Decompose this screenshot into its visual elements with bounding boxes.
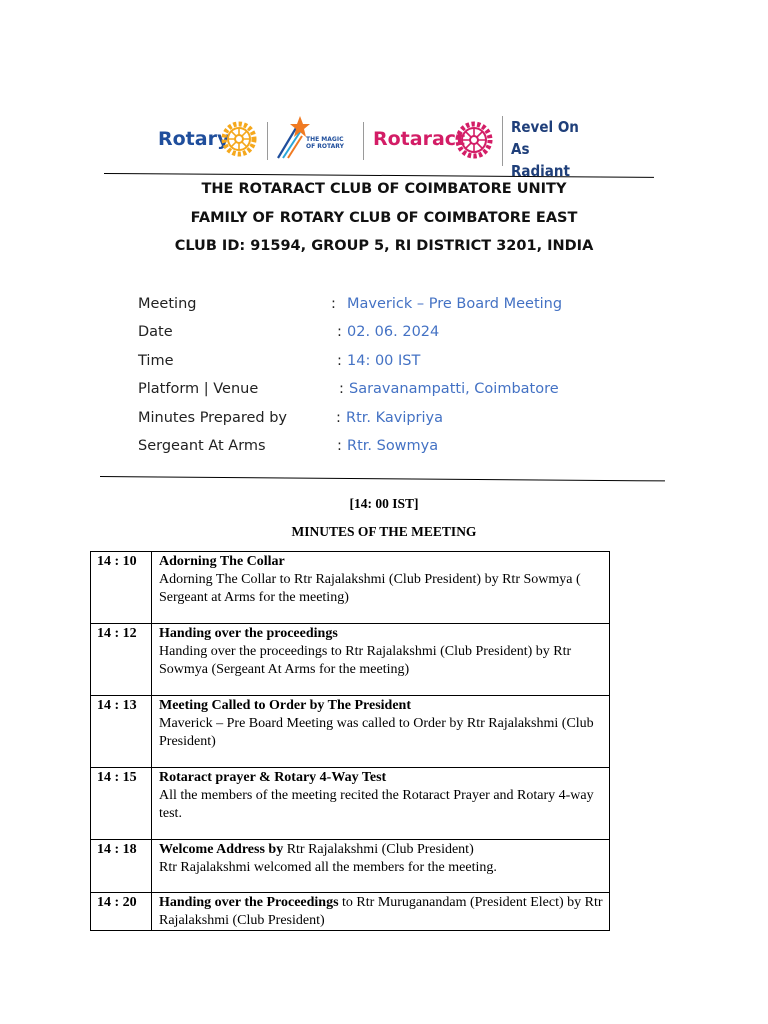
- tagline: [511, 116, 586, 182]
- magic-of-rotary-icon: [274, 114, 310, 162]
- info-colon: :: [337, 438, 342, 454]
- info-label-time: Time: [138, 353, 174, 369]
- tagline-line-1: Revel On: [511, 118, 579, 136]
- row-title: Handing over the proceedings: [159, 626, 338, 641]
- rotaract-wheel-icon: [454, 120, 494, 160]
- info-divider: [100, 476, 665, 481]
- table-row: [91, 840, 610, 893]
- minutes-table: [90, 551, 610, 931]
- row-time: 14 : 10: [91, 552, 152, 624]
- info-label-date: Date: [138, 324, 173, 340]
- row-content: [152, 624, 610, 696]
- row-time: 14 : 12: [91, 624, 152, 696]
- row-title: Rotaract prayer & Rotary 4-Way Test: [159, 770, 387, 785]
- info-colon: :: [337, 324, 342, 340]
- table-row: [91, 624, 610, 696]
- row-title: Handing over the Proceedings: [159, 895, 339, 910]
- logo-divider: [267, 122, 268, 160]
- row-title-suffix: Rtr Rajalakshmi (Club President): [283, 842, 474, 857]
- row-time: 14 : 18: [91, 840, 152, 893]
- info-value-venue: Saravanampatti, Coimbatore: [349, 381, 559, 397]
- info-colon: :: [336, 410, 341, 426]
- logo-banner: [156, 112, 586, 180]
- row-title: Welcome Address by: [159, 842, 284, 857]
- info-label-venue: Platform | Venue: [138, 381, 259, 397]
- logo-divider: [502, 116, 503, 166]
- info-value-minutes-by: Rtr. Kavipriya: [346, 410, 444, 426]
- rotary-logo-text: Rotary: [158, 128, 230, 150]
- table-row: [91, 768, 610, 840]
- row-title-suffix: to Rtr Muruganandam (President Elect) by Rtr Rajalakshmi (Club President): [159, 895, 603, 928]
- row-content: [152, 840, 610, 893]
- row-time: 14 : 15: [91, 768, 152, 840]
- minutes-title: MINUTES OF THE MEETING: [291, 524, 477, 539]
- row-time: 14 : 20: [91, 893, 152, 931]
- info-label-meeting: Meeting: [138, 296, 197, 312]
- club-family: FAMILY OF ROTARY CLUB OF COIMBATORE EAST: [190, 210, 578, 226]
- rotary-wheel-icon: [220, 120, 258, 158]
- row-body: Maverick – Pre Board Meeting was called to Order by Rtr Rajalakshmi (Club President): [159, 716, 594, 749]
- magic-of-rotary-text: THE MAGIC OF ROTARY: [306, 136, 344, 150]
- info-value-sergeant: Rtr. Sowmya: [347, 438, 439, 454]
- row-body: Handing over the proceedings to Rtr Rajalakshmi (Club President) by Rtr Sowmya (Sergeant At Arms for the meeting): [159, 644, 572, 677]
- row-title: Adorning The Collar: [159, 554, 285, 569]
- logo-divider: [363, 122, 364, 160]
- table-row: [91, 893, 610, 931]
- table-row: [91, 696, 610, 768]
- row-body: Adorning The Collar to Rtr Rajalakshmi (Club President) by Rtr Sowmya ( Sergeant at Arms for the meeting): [159, 572, 581, 605]
- row-body: Rtr Rajalakshmi welcomed all the members for the meeting.: [159, 860, 497, 875]
- info-colon: :: [337, 353, 342, 369]
- table-row: [91, 552, 610, 624]
- info-value-date: 02. 06. 2024: [347, 324, 440, 340]
- tagline-line-2: As Radiant: [511, 140, 570, 180]
- row-time: 14 : 13: [91, 696, 152, 768]
- info-colon: :: [339, 381, 344, 397]
- minutes-start-time: [14: 00 IST]: [349, 496, 419, 511]
- rotaract-logo-text: Rotaract: [373, 128, 466, 150]
- row-content: [152, 552, 610, 624]
- row-content: [152, 893, 610, 931]
- row-content: [152, 696, 610, 768]
- row-title: Meeting Called to Order by The President: [159, 698, 411, 713]
- info-label-minutes-by: Minutes Prepared by: [138, 410, 287, 426]
- row-body: All the members of the meeting recited the Rotaract Prayer and Rotary 4-way test.: [159, 788, 594, 821]
- info-colon: :: [331, 296, 336, 312]
- info-value-meeting: Maverick – Pre Board Meeting: [347, 296, 563, 312]
- row-content: [152, 768, 610, 840]
- info-value-time: 14: 00 IST: [347, 353, 421, 369]
- info-label-sergeant: Sergeant At Arms: [138, 438, 266, 454]
- club-id: CLUB ID: 91594, GROUP 5, RI DISTRICT 3201, INDIA: [174, 238, 594, 254]
- club-name: THE ROTARACT CLUB OF COIMBATORE UNITY: [201, 181, 567, 197]
